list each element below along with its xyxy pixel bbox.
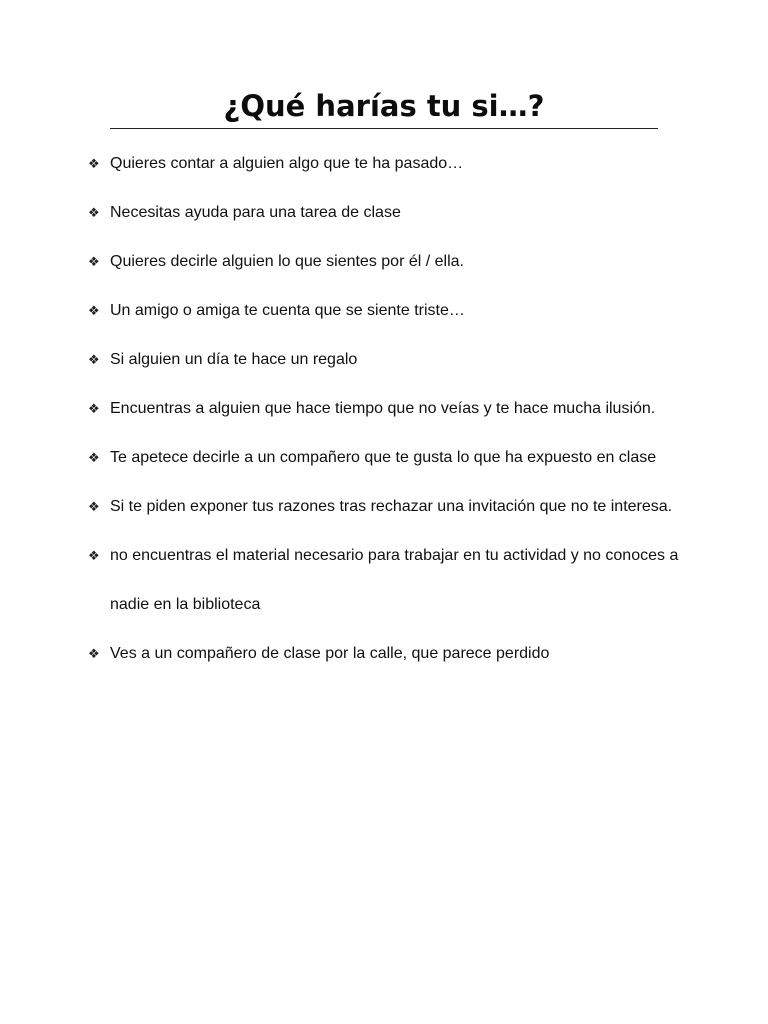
- four-diamond-bullet-icon: ❖: [88, 303, 100, 318]
- list-item: [0, 188, 680, 237]
- list-item-text: no encuentras el material necesario para trabajar en tu actividad y no conoces a nadie en la biblioteca: [110, 547, 679, 613]
- list-item-text: Quieres decirle alguien lo que sientes por él / ella.: [110, 253, 464, 270]
- four-diamond-bullet-icon: ❖: [88, 499, 100, 514]
- four-diamond-bullet-icon: ❖: [88, 254, 100, 269]
- four-diamond-bullet-icon: ❖: [88, 401, 100, 416]
- list-item: [0, 629, 680, 678]
- list-item-text: Un amigo o amiga te cuenta que se siente triste…: [110, 302, 465, 319]
- title-underline: [110, 128, 658, 129]
- list-item-text: Encuentras a alguien que hace tiempo que no veías y te hace mucha ilusión.: [110, 400, 656, 417]
- four-diamond-bullet-icon: ❖: [88, 352, 100, 367]
- list-item: [0, 433, 680, 482]
- list-item: [0, 286, 680, 335]
- four-diamond-bullet-icon: ❖: [88, 548, 100, 563]
- list-item-text: Te apetece decirle a un compañero que te gusta lo que ha expuesto en clase: [110, 449, 657, 466]
- four-diamond-bullet-icon: ❖: [88, 156, 100, 171]
- four-diamond-bullet-icon: ❖: [88, 450, 100, 465]
- four-diamond-bullet-icon: ❖: [88, 205, 100, 220]
- page-title: ¿Qué harías tu si…?: [223, 89, 545, 123]
- list-item: [0, 384, 680, 433]
- four-diamond-bullet-icon: ❖: [88, 646, 100, 661]
- list-item-text: Si alguien un día te hace un regalo: [110, 351, 358, 368]
- list-item-text: Si te piden exponer tus razones tras rechazar una invitación que no te interesa.: [110, 498, 673, 515]
- list-item: [0, 531, 680, 629]
- question-list: [0, 139, 768, 678]
- list-item-text: Quieres contar a alguien algo que te ha pasado…: [110, 155, 464, 172]
- list-item-text: Necesitas ayuda para una tarea de clase: [110, 204, 401, 221]
- list-item: [0, 482, 680, 531]
- list-item: [0, 237, 680, 286]
- list-item-text: Ves a un compañero de clase por la calle, que parece perdido: [110, 645, 550, 662]
- list-item: [0, 139, 680, 188]
- list-item: [0, 335, 680, 384]
